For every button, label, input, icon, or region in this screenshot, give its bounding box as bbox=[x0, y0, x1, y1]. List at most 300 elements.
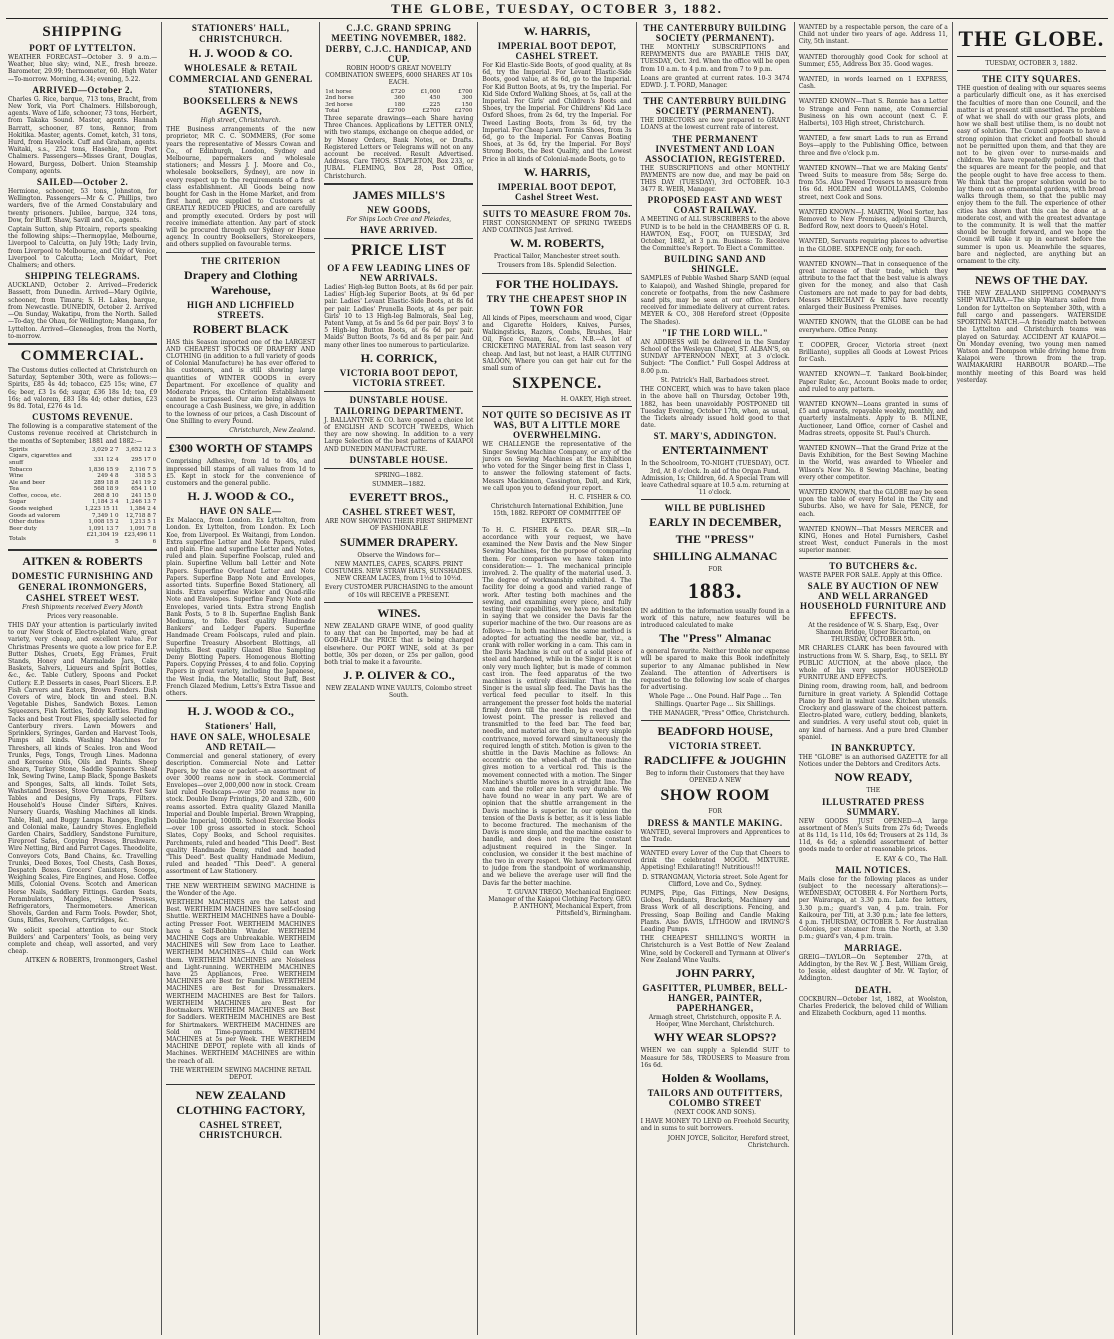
everett-addr: CASHEL STREET WEST, bbox=[342, 507, 456, 518]
sweep-cell: 225 bbox=[429, 101, 441, 108]
hjw2-list: Ex Malacca, from London. Ex Lyttelton, from London. Ex Lyttelton, from London. Ex Loch Koe, from Liverpool. Ex Waitangi, from London. Extra superfine Letter and Note Papers, ruled and plain. Fine and superfine Letter and Notes, ruled and plain. Superfine Foolscap, ruled and plain. Superfine Vellum ball Letter and Note Papers. Superfine Overland Letter and Note Papers. Superfine Bapp Note and Envelopes, assorted tints. Superfine Boxed Stationery, all kinds. Extra superfine Wicker and Quad-rille Note and Envelopes. Superfine Fancy Note and Envelopes, varied tints. Extra strong English Bank Posts, 5 to 8 lb. Superfine English Bank Mediums, to folio. Best quality Handmade Bankers' and Ledger Papers. Superfine Handmade Cream Foolscaps, ruled and plain. Superfine Treasury Absorbent Blottings, all weights. Best quality Glazed Blue Sampling Demy Blotting Papers. Homogenous Blotting Papers. Copying Presses, 4 to and folio. Copying Papers in great variety, including the Japanese, the West India, the Metallic, Stout Buff, Best French Glazed Medium, Letts's Extra Tissue and others. bbox=[166, 517, 316, 697]
sweep-cell: 360 bbox=[394, 95, 405, 102]
wanted-ad: T. COOPER, Grocer, Victoria street (next Brilliante), supplies all Goods at Lowest Prices for Cash. bbox=[799, 340, 948, 368]
customs-cell: Goods ad valorem bbox=[9, 512, 61, 519]
everett: EVERETT BROS., bbox=[349, 490, 449, 505]
butchers: TO BUTCHERS &c. bbox=[829, 560, 918, 571]
the-press: THE "PRESS" bbox=[675, 532, 755, 547]
everett-body: ARE NOW SHOWING THEIR FIRST SHIPMENT OF FASHIONABLE bbox=[325, 518, 473, 533]
nz-clothing: NEW ZEALAND CLOTHING FACTORY, bbox=[176, 1088, 306, 1118]
aitken-sub: GENERAL IRONMONGERS, bbox=[18, 581, 147, 592]
divider bbox=[482, 273, 631, 274]
permanent: THE PERMANENT INVESTMENT AND LOAN ASSOCIATION, REGISTERED. bbox=[645, 133, 786, 164]
sale-auction: SALE BY AUCTION OF NEW AND WELL ARRANGED HOUSEHOLD FURNITURE AND EFFECTS. bbox=[800, 580, 947, 621]
death: DEATH. bbox=[854, 984, 892, 995]
wertheim-foot: THE WERTHEIM SEWING MACHINE RETAIL DEPOT. bbox=[170, 1066, 312, 1081]
stay-ling: THE CHEAPEST SHILLING'S WORTH in Christchurch is a Vest Bottle of New Zealand Wine, sold by Cockerell and Tyrmann at Oliver's New Zealand Wine Vaults. bbox=[640, 935, 790, 964]
customs-cell: Wine bbox=[9, 473, 24, 480]
permanent-body: THE SUBSCRIPTIONS and other MONTHLY PAYMENTS are now due, and may be paid on THIS DAY (TUESDAY), 3rd OCTOBER. 10-3 3477 R. WEIR, Manager. bbox=[640, 164, 790, 194]
sixpence: SIXPENCE. bbox=[512, 375, 602, 393]
parry-sub: GASFITTER, PLUMBER, BELL-HANGER, PAINTER, PAPERHANGER, bbox=[642, 983, 788, 1014]
mail-notices: MAIL NOTICES. bbox=[835, 864, 912, 875]
why-wear: WHY WEAR SLOPS?? bbox=[653, 1030, 777, 1045]
wanted-lover: WANTED every Lover of the Cup that Cheers to drink the celebrated MOGOL MIXTURE. Appetising! Exhilarating!! Nutritious!!! bbox=[640, 849, 790, 872]
sailed-text: Hermione, schooner, 53 tons, Johnston, for Wellington. Passengers—Mr & C. Phillips, two warders, five of the Armed Constabulary and twenty prisoners. Jubilee, barque, 324 tons, Dow, for Bluff. Shaw, Savill and Co., agents. bbox=[8, 188, 158, 224]
now-ready: NOW READY, bbox=[834, 770, 912, 785]
customs-cell: 289 18 8 bbox=[93, 479, 119, 486]
divider bbox=[166, 1084, 315, 1085]
column-3 bbox=[320, 22, 478, 1335]
beadford: BEADFORD HOUSE, bbox=[657, 723, 773, 738]
customs-cell: 568 18 9 bbox=[93, 486, 119, 493]
illustrated: ILLUSTRATED PRESS SUMMARY. bbox=[821, 796, 925, 817]
wanted-ad: WANTED KNOWN—That we are Making Gents' Tweed Suits to measure from 58s; Serge do. from 55s. Also Tweed Trousers to measure from 16s 6d. HOLDEN and WOOLLAMS, Colombo street, next Cook and Sons. bbox=[799, 163, 948, 205]
divider bbox=[324, 391, 473, 392]
corrick: H. CORRICK, bbox=[360, 350, 438, 365]
news-head: NEWS OF THE DAY. bbox=[975, 273, 1088, 288]
holden-addr: (NEXT COOK AND SONS). bbox=[674, 1109, 757, 1117]
divider bbox=[957, 56, 1106, 57]
james-mills: JAMES MILLS'S bbox=[352, 187, 446, 202]
not-quite: NOT QUITE SO DECISIVE AS IT WAS, BUT A LITTLE MORE OVERWHELMING. bbox=[482, 410, 632, 441]
customs-cell: 249 4 8 bbox=[97, 473, 119, 480]
wanted-ad: WANTED KNOWN—T. Tankard Book-binder, Paper Ruler, &c., Account Books made to order, and ruled to any pattern. bbox=[799, 369, 948, 397]
nz-clothing-sub: CASHEL STREET, CHRISTCHURCH. bbox=[199, 1120, 283, 1141]
customs-cell: 1,091 13 7 bbox=[88, 525, 119, 532]
customs-cell: Spirits bbox=[9, 446, 28, 453]
aitken-note: We solicit special attention to our Stock Builders' and Carpenters' Tools, as being very complete and cheap, well assorted, and very cheap. bbox=[8, 926, 158, 956]
globe-date: TUESDAY, OCTOBER 3, 1882. bbox=[985, 60, 1078, 67]
customs-cell: Coffee, cocoa, etc. bbox=[9, 492, 62, 499]
customs-row bbox=[8, 532, 157, 545]
window-items: NEW MANTLES, CAPES, SCARFS. PRINT COSTUMES. NEW STRAW HATS, SUNSHADES. NEW CREAM LACES, from 1½d to 10½d. bbox=[325, 560, 473, 583]
sweep-row bbox=[324, 102, 473, 109]
customs-cell: Tea bbox=[9, 486, 19, 493]
hjw-booksellers: BOOKSELLERS & NEWS AGENTS, bbox=[183, 96, 299, 116]
marriage-body: GREIG—TAYLOR—On September 27th, at Addington, by the Rev. W. J. Best, William Greig, to Jessie, eldest daughter of Mr. W. Taylor, of Addington. bbox=[798, 953, 948, 983]
wines: WINES. bbox=[377, 605, 421, 620]
stamps-heading: £300 WORTH OF STAMPS bbox=[168, 441, 313, 456]
customs-cell: 1,384 2 4 bbox=[129, 506, 157, 513]
dunstable: DUNSTABLE HOUSE. bbox=[349, 394, 449, 405]
wanted-ad: WANTED by a respectable person, the care of a Child not under two years of age. Address 11, City, 5th instant. bbox=[799, 22, 948, 50]
harris2-sub: IMPERIAL BOOT DEPOT, Cashel Street West. bbox=[497, 181, 617, 202]
customs-row bbox=[8, 499, 157, 506]
arrived-text: Charles G. Rice, barque, 713 tons, Bracht, from New York, via Port Chalmers. Hillsborough, agents. Wave of Life, schooner, 73 tons, Herbert, from Takaka Sound. Master, agents. Hannah Barratt, schooner, 87 tons, Rennor, from Hokitika. Master, agents. Comet, ketch, 31 tons, Hurd, from Havelock. Cuff and Graham, agents. Waitaki, s.s., 252 tons, Hasehie, from Port Chalmers. Passengers—Misses Grant, Douglas, Howard, Burgess, Dolbert. Union Steamship Company, agents. bbox=[8, 95, 158, 175]
show-room: SHOW ROOM bbox=[660, 787, 770, 805]
beadford-sub: VICTORIA STREET. bbox=[668, 740, 762, 751]
victoria-depot: VICTORIA BOOT DEPOT, VICTORIA STREET. bbox=[339, 367, 458, 388]
hjw3-list: Commercial and general stationery, of every description. Commercial Note and Letter Papers, by the case or packet—an assortment of over 3000 reams now in stock. Commercial Envelopes—over 2,000,000 now in stock. Cream laid ruled Foolscaps—over 350 reams now in stock. Double Demy Printings, 20 and 32lb., 600 reams assorted. Extra quality Glazed Manilla Imperial and Double Imperial. Brown Wrapping, Double Imperial, 1000lb. School Exercise Books—over 100 gross assorted in stock. School Slates, Copy Books, and School requisites. Parchments, ruled and headed "This Deed". Best quality Handmade Demy, ruled and headed "This Deed". Best quality Handmade Medium, ruled and headed "This Deed". A general assortment of Law Stationery. bbox=[166, 753, 316, 876]
customs-cell: 1,223 15 11 bbox=[84, 506, 119, 513]
roberts: W. M. ROBERTS, bbox=[509, 236, 605, 251]
hjw3-sub: HAVE ON SALE, WHOLESALE AND RETAIL— bbox=[170, 732, 312, 753]
hjw-stationers: STATIONERS, bbox=[208, 85, 273, 95]
if-lord-body: AN ADDRESS will be delivered in the Sunday School of the Wesleyan Chapel, ST. ALBAN'S, on SUNDAY AFTERNOON NEXT, at 3 o'clock. Subject: "The Conflict." Full Gospel Address at 8.00 p.m. bbox=[640, 338, 790, 375]
few-leading: OF A FEW LEADING LINES OF NEW ARRIVALS. bbox=[327, 263, 471, 284]
wanted-ad: WANTED, a few smart Lads to run as Errand Boys—apply to the Publishing Office, between three and five o'clock p.m. bbox=[799, 133, 948, 161]
port-heading: PORT OF LYTTELTON. bbox=[29, 43, 136, 53]
customs-cell: £21,304 19 5 bbox=[86, 532, 119, 546]
customs-row bbox=[8, 506, 157, 513]
masthead bbox=[6, 0, 1108, 19]
price-items: Ladies' High-leg Button Boots, at 8s 6d per pair. Ladies' High-leg Superior Boots, at 9s 6d per pair. Ladies' Levant Elastic-Side Boots, at 8s 6d per pair. Ladies' Prunella Boots, at 4s per pair. Girls' 10 to 13 High-leg Balmorals, Seal Leg, Patent Vamp, at 5s and 5s 6d per pair. Boys' 3 to 5 High-leg Button Boots, at 6s 6d per pair. Maids' Button Boots, 7s 6d and 8s per pair. And many other lines too numerous to particularize. bbox=[324, 284, 474, 349]
customs-cell: 3,652 12 3 bbox=[125, 446, 157, 453]
fisher: H. C. FISHER & CO. bbox=[569, 493, 632, 501]
globe-official: THE "GLOBE" is an authorised GAZETTE for all Notices under the Debtors and Creditors Acts. bbox=[798, 754, 948, 769]
marriage: MARRIAGE. bbox=[844, 942, 903, 953]
sweep-row bbox=[324, 95, 473, 102]
suits: SUITS TO MEASURE FROM 70s. bbox=[483, 208, 631, 219]
roberts-body: FIRST CONSIGNMENT OF SPRING TWEEDS AND COATINGS Just Arrived. bbox=[482, 219, 632, 235]
customs-cell: Tobacco bbox=[9, 466, 33, 473]
for: FOR bbox=[708, 566, 722, 574]
city-squares: THE CITY SQUARES. bbox=[981, 74, 1081, 85]
customs-cell: 1,246 13 7 bbox=[125, 499, 157, 506]
customs-cell: Beer duty bbox=[9, 525, 37, 532]
divider bbox=[957, 70, 1106, 71]
entertainment: ENTERTAINMENT bbox=[662, 443, 769, 458]
show-room-for: FOR bbox=[708, 808, 722, 816]
wanted-ad: WANTED KNOWN—J. MARTIN, Wool Sorter, has Removed to New Premises, adjoining Church, Bedford Row, next doors to Queen's Hotel. bbox=[799, 207, 948, 235]
proposed-body: A MEETING of ALL SUBSCRIBERS to the above FUND is to be held in the CHAMBERS OF G. R. HAWTON, Esq., FOOT, on TUESDAY, 3rd October, 1882, at 3 p.m. Business: To Receive the Committee's Report. To Elect a Committee. bbox=[640, 216, 790, 253]
st-pauls: St. Patrick's Hall, Barbadoes street. bbox=[660, 376, 770, 384]
sweep-cell: 300 bbox=[461, 95, 473, 102]
customs-cell: 1,836 15 9 bbox=[88, 466, 119, 473]
customs-row bbox=[8, 467, 157, 474]
building-heading: THE CANTERBURY BUILDING SOCIETY (PERMANENT). bbox=[643, 23, 787, 43]
customs-cell: 3,029 2 7 bbox=[91, 446, 119, 453]
canterbury2: THE CANTERBURY BUILDING SOCIETY (PERMANENT). bbox=[643, 96, 787, 117]
hjw-wholesale: WHOLESALE & RETAIL bbox=[184, 63, 298, 73]
early: EARLY IN DECEMBER, bbox=[649, 515, 782, 530]
divider bbox=[324, 183, 473, 185]
divider bbox=[8, 549, 157, 551]
hjw-address: High street, Christchurch. bbox=[200, 117, 281, 124]
mail-body: Mails close for the following places as under (subject to the necessary alterations):— WEDNESDAY, OCTOBER 4. For Northern Ports, per Wairarapa, at 3.30 p.m. Late fee letters, 3.30 p.m.; guard's van, 4 p.m. train. For Kaikoura, per Titi, at 3.30 p.m.; late fee letters, 4 p.m. THURSDAY, OCTOBER 5. For Australian Colonies, per steamer from the North, at 3.30 p.m.; guard's van, 4 p.m. train. bbox=[798, 875, 948, 941]
almanac: SHILLING ALMANAC bbox=[652, 549, 778, 564]
parry-addr: Armagh street, Christchurch, opposite F. A. Hooper, Wine Merchant, Christchurch. bbox=[648, 1014, 782, 1029]
divider bbox=[957, 268, 1106, 270]
holidays: FOR THE HOLIDAYS. bbox=[495, 276, 619, 291]
column-5 bbox=[637, 22, 795, 1335]
holden-sub: TAILORS AND OUTFITTERS, COLOMBO STREET bbox=[647, 1088, 783, 1109]
sweep-cell: 1st horse bbox=[325, 88, 352, 95]
criterion-heading: THE CRITERION bbox=[200, 255, 281, 266]
masthead-title: THE GLOBE, TUESDAY, OCTOBER 3, 1882. bbox=[391, 1, 723, 16]
aitken-sub: DOMESTIC FURNISHING AND bbox=[11, 570, 154, 581]
wanted-improvers: WANTED, several Improvers and Apprentices to the Trade. bbox=[640, 828, 790, 843]
divider bbox=[166, 879, 315, 880]
customs-cell: Sugar bbox=[9, 499, 27, 506]
for-ships: For Ships Loch Cree and Pleiades, bbox=[346, 215, 452, 223]
criterion-corner: HIGH AND LICHFIELD STREETS. bbox=[186, 299, 295, 320]
building-sand: BUILDING SAND AND SHINGLE. bbox=[664, 254, 767, 275]
spring: SPRING—1882. bbox=[374, 471, 423, 479]
ent-body: In the Schoolroom, TO-NIGHT (TUESDAY), OCT. 3rd, At 8 o'clock. In aid of the Organ Fund. Admission, 1s; Children, 6d. A Special Tram will leave Cathedral square at 10.5 a.m. returning at 11 o'clock. bbox=[641, 460, 790, 497]
sweep-cell: 2nd horse bbox=[325, 95, 354, 102]
divider bbox=[166, 700, 315, 701]
customs-cell: £23,496 11 6 bbox=[124, 532, 157, 546]
wanted-ad: WANTED KNOWN—That S. Rennie has a Letter to Strange and Fenn name, ate Commercial Business on his own account (next C. F. Halberts), 103 High street, Christchurch. bbox=[799, 96, 948, 131]
arrived-heading: ARRIVED—October 2. bbox=[32, 84, 133, 95]
customs-cell: Cigars, cigarettes and snuff bbox=[9, 453, 72, 466]
hjw-body: THE Business arrangements of the new proprietor, MR C. C. SOMMERS, (For some years the representative of Messrs Cowan and Co., of Edinburgh, London, Sydney and Melbourne, papermakers and wholesale stationers; and Messrs J. J. Moore and Co., wholesale booksellers, Sydney), are now in every respect up to the requirements of a first-class establishment. All Goods being now bought for Cash in the Home Market, and from first hand, are supplied to Customers at GREATLY REDUCED PRICES, and are carefully and promptly executed. Orders by post will receive immediate attention. Any part of stock will be procured through our Sydney or Home agency. In country Booksellers, Storekeepers, and others supplied on favourable terms. bbox=[166, 126, 316, 249]
customs-cell: 12,718 8 7 bbox=[125, 512, 157, 519]
hjwood-heading: H. J. WOOD & CO. bbox=[188, 46, 293, 60]
robin-body: Three separate drawings—each Share having Three Chances. Applications by LETTER ONLY, with two stamps, exchange on cheque added, or by Money Orders, Bank Notes, or Drafts. Registered Letters or Telegrams will not on any account be received. Result Advertised. Address, Care THOS. STAPLETON, Box 233, or JUBAL FLEMING, Box 28, Post Office, Christchurch. bbox=[324, 114, 474, 180]
divider bbox=[482, 205, 631, 206]
wanted-ad: WANTED KNOWN—Loans granted in sums of £5 and upwards, repayable weekly, monthly, and quarterly instalments. Apply to B. MILNE, Auctioneer, Land Office, corner of Cashel and Madras streets, opposite St. Paul's Church. bbox=[799, 399, 948, 441]
holden: Holden & Woollams, bbox=[661, 1071, 769, 1086]
customs-cell: Other duties bbox=[9, 519, 45, 526]
column-7 bbox=[953, 22, 1110, 1335]
divider bbox=[324, 468, 473, 469]
harris-heading: W. HARRIS, bbox=[523, 24, 591, 38]
pumps: PUMPS, Pipe, Gas Fittings, New Designs, Globes, Pendants, Brackets, Machinery and Brass Work of all descriptions. Fencing, and Pressing, Soap Boiling and Candle Making Plants. Also DAVIS, LITHGOW and IRVING'S Leading Pumps. bbox=[640, 890, 790, 934]
customs-cell: 241 15 0 bbox=[131, 492, 157, 499]
press-almanac: The "Press" Almanac bbox=[659, 631, 772, 646]
customs-cell: 7,349 1 0 bbox=[91, 512, 119, 519]
customs-cell: Totals bbox=[9, 535, 26, 542]
sailed-heading: SAILED—October 2. bbox=[36, 177, 129, 188]
wanted-ad: WANTED, Servants requiring places to advertise in the GLOBE. SIXPENCE only, for each. bbox=[799, 236, 948, 256]
harris-sub: IMPERIAL BOOT DEPOT, CASHEL STREET. bbox=[497, 41, 617, 61]
commercial-text: The Customs duties collected at Christchurch on Saturday, September 30th, were as follows:—Spirits, £85 4s 4d; tobacco, £25 15s; wine, £7 6s; beer, £3 1s 6d; sugar, £36 18s 1d; tea, £9 16s; ad valorem, £83 18s 4d; other duties, £23 9s 8d. Total, £276 4s 1d. bbox=[8, 366, 158, 410]
sweep-cell: 3rd horse bbox=[325, 101, 353, 108]
customs-row bbox=[8, 480, 157, 487]
sweep-cell: £2700 bbox=[454, 108, 473, 115]
oliver: J. P. OLIVER & CO., bbox=[343, 668, 455, 683]
trousers: Trousers from 18s. Splendid Selection. bbox=[497, 262, 617, 270]
hjw2-heading: H. J. WOOD & CO., bbox=[187, 489, 294, 504]
customs-cell: 268 8 10 bbox=[93, 492, 119, 499]
column-4 bbox=[478, 22, 636, 1335]
drapery-heading: Drapery and Clothing Warehouse, bbox=[184, 267, 298, 297]
wanted-ad: WANTED KNOWN—That the Grand Prize at the Davis Exhibition, for the Best Sewing Machine in the World, was awarded to Wheeler and Wilson's New No. 8 Sewing Machine, beating every other competitor. bbox=[799, 443, 948, 485]
wanted-ad: WANTED KNOWN, that the GLOBE can be had everywhere. Office Penny. bbox=[799, 317, 948, 337]
customs-intro: The following is a comparative statement of the Customs revenue received at Christchurch in the months of September, 1881 and 1882:— bbox=[8, 423, 158, 445]
aitken-body: THIS DAY your attention is particularly invited to our New Stock of Electro-plated Ware, great variety, very cheap, and excellent value. For Christmas Presents we quote a low price for E.P. Butter Dishes, Cruets, Egg Frames, Fruit Stands, Honey and Marmalade Jars, Cake Baskets, Salvers, Liqueurs and Spirit Bottles, &c., &c. Table Cutlery, Spoons and Pocket Cutlery. E.P. Desserts in cases, Pearl Slicers. E.P. Fish Carvers and Eaters, Brown Fenders. Dish Covers of wire, block tin and steel. B.N. Vegetable Dishes, Sandwich Boxes. Lemon Squeezers, Fish Kettles, Teddy Kettles. Finding Tacks and best Trout Flies, specially selected for Canterbury rivers. Lawn Mowers and Sprinklers, Syringes, Garden and Harvest Tools, Pumps all kinds. Washing Machines for Threshers, all kinds of Scales. Iron and Wood Trunks, Pegs, Tongs, Trough Lines. Madonna and Kerosene Oils, Oils and Paints. Sheep Shears, Turkey Stone, Saddle Spanners. Sheaf Ink, Sewing Twine, Lamp Black, Sponge Baskets and Sponges, Salts, all kinds. Toilet Sets, Washstand Dresses, Stove Ornaments. Fret Saw Tables and Designs, Fly Traps, Filters. Household's House Cinder Sifters, Knives. Nursery Guards, Washing Machines all kinds. Table, Hall, and Buggy Lamps. Ranges, English and Colonial make, Laundry Stoves. Englefield Garden Chairs, Saddlery, Sandstone Furniture, Fireproof Safes, Copying Presses, Brushware. Wire Netting, Bird and Parrot Cages. Theodolite, Conveyors Cots, Band Chains, &c. Travelling Trunks, Deed Boxes, Tool Chests, Cash Boxes, Despatch Boxes. Grocers' Canisters, Scoops, Weighing Scales, Fire Engines, and Hose. Coffee Mills, Colonial Ovens. Scotch and American Horse Nails, Saddlery Fittings. Garden Seats, Perambulators, Mangles, Cheese Presses, Refrigerators, Thermometers. American Shovels, Garden and Farm Tools. Powder, Shot, Guns, Rifles, Revolvers, Cartridges, &c. bbox=[8, 622, 158, 925]
stamps-body: Comprising Adhesive, from 1d to 40s, and impressed bill stamps of all values from 1d to £5. Kept in stock for the convenience of customers and the general public. bbox=[166, 458, 316, 487]
sweep-cell: £720 bbox=[390, 88, 405, 95]
aitken-sign: AITKEN & ROBERTS, Ironmongers, Cashel Street West. bbox=[25, 957, 158, 972]
radcliffe-body: Beg to inform their Customers that they have OPENED A NEW bbox=[645, 769, 785, 785]
robert-black: ROBERT BLACK bbox=[192, 321, 289, 336]
oakey: H. OAKEY, High street. bbox=[560, 396, 632, 404]
divider bbox=[8, 343, 157, 345]
telegrams-text: AUCKLAND, October 2. Arrived—Frederick Bassett, from Dunedin. Arrived—Mary Ogilvie, schooner, from Timaru; S. H. Lakes, barque, from Newcastle. DUNEDIN, October 2. Arrived—On Sunday, Wakatipu, from the North. Sailed—To-day, the Ohau, for Wellington; Mangana, for Lyttelton. Arrived—Gleneagles, from the North, to-morrow. bbox=[8, 282, 158, 340]
building-loans: Loans are granted at current rates. 10-3 3474 EDWD. J. T. FORD, Manager. bbox=[640, 74, 790, 90]
dress-mantle: DRESS & MANTLE MAKING. bbox=[647, 817, 783, 828]
sweep-cell: £700 bbox=[458, 88, 473, 95]
customs-row bbox=[8, 493, 157, 500]
sweep-cell: 150 bbox=[461, 101, 473, 108]
divider bbox=[324, 238, 473, 239]
wertheim-heading: THE NEW WERTHEIM SEWING MACHINE is the Wonder of the Age. bbox=[166, 882, 316, 897]
summer: SUMMER—1882. bbox=[372, 481, 426, 489]
holidays-body: All kinds of Pipes, meerschaum and wood, Cigar and Cigarette Holders, Knives, Purses, Walkingsticks, Razors, Combs, Brushes, Hair Oil, Face Cream, &c., &c. N.B.—A lot of CRICKETING MATERIAL from last season very cheap. And last, but not least, a HAIR CUTTING SALOON, Where you can get hair cut for the small sum of bbox=[482, 314, 632, 373]
published: WILL BE PUBLISHED bbox=[664, 503, 766, 514]
divider bbox=[641, 499, 790, 500]
wanted-ad: WANTED KNOWN—That in consequence of the great increase of their trade, which they attribute to the fact that the best value is always given for the money, and also that Cash Customers are not made to pay for bad debts, Messrs MERCHANT & KING have recently enlarged their Business Premises. bbox=[799, 259, 948, 315]
customs-table bbox=[8, 447, 157, 546]
sign-names: T. GUVAN TREGO, Mechanical Engineer. Manager of the Kaiapoi Clothing Factory. GEO. P. ANTHONY, Mechanical Expert, from Pittsfield's, Birmingham. bbox=[488, 888, 632, 918]
in-bankruptcy: IN BANKRUPTCY. bbox=[831, 743, 916, 754]
aitken-sub: CASHEL STREET WEST. bbox=[25, 592, 140, 603]
have-arrived: HAVE ARRIVED. bbox=[360, 225, 438, 236]
wertheim-list: WERTHEIM MACHINES are the Latest and Best. WERTHEIM MACHINES have self-closing Shuttle. WERTHEIM MACHINES have a Double-acting Presser Foot. WERTHEIM MACHINES have a Self-Bobbin Winder. WERTHEIM MACHINE Cogs are Unbreakable. WERTHEIM MACHINES will Sew from Lace to Leather. WERTHEIM MACHINES—A Child can Work them. WERTHEIM MACHINES are Noiseless and Light-running. WERTHEIM MACHINES have 25 Appliances, Free. WERTHEIM MACHINES are Best for Families. WERTHEIM MACHINES are Best for Dressmakers. WERTHEIM MACHINES are Best for Tailors. WERTHEIM MACHINES are Best for Bootmakers. WERTHEIM MACHINES are Best for Saddlers. WERTHEIM MACHINES are Best for Shirtmakers. WERTHEIM MACHINES are Sold on Time-payments. WERTHEIM MACHINES at 5s per Week. THE WERTHEIM MACHINE DEPOT, replete with all kinds of Machines. WERTHEIM MACHINES are within the reach of all. bbox=[166, 899, 316, 1065]
mr-clark: MR CHARLES CLARK has been favoured with instructions from W. S. Sharp, Esq., to SELL BY PUBLIC AUCTION, at the above place, the whole of his very superior HOUSEHOLD FURNITURE AND EFFECTS. bbox=[798, 645, 948, 682]
sweep-row bbox=[324, 108, 473, 115]
sweep-cell: £1,000 bbox=[420, 88, 441, 95]
divider bbox=[324, 602, 473, 603]
wanted-ad: WANTED thoroughly good Cook for school at Summer, £55, Address Box 35. Good wages. bbox=[799, 52, 948, 72]
divider bbox=[166, 437, 315, 438]
st-pauls-body: THE CONCERT, which was to have taken place in the above hall on Thursday, October 19th, 1882, has been unavoidably POSTPONED till Tuesday Evening, October 17th, when, as usual, the Tickets already issued hold good to that date. bbox=[640, 386, 790, 430]
customs-row bbox=[8, 513, 157, 520]
customs-row bbox=[8, 473, 157, 480]
divider bbox=[641, 846, 790, 847]
sweep-cell: 450 bbox=[429, 95, 441, 102]
year: 1883. bbox=[687, 577, 743, 603]
customs-cell: Goods weighed bbox=[9, 506, 53, 513]
divider bbox=[166, 252, 315, 253]
summer-drapery: SUMMER DRAPERY. bbox=[339, 534, 458, 549]
harris-body: For Kid Elastic-Side Boots, of good quality, at 8s 6d, try the Imperial. For Levant Elastic-Side Boots, good value, at 8s 6d, go to the Imperial. For Kid Button Boots, at 9s, try the Imperial. For Kid Side Oxford Walking Shoes, at 5s, call at the Imperial. For Girls' and Children's Boots and Shoes, try the Imperial. For Childrens' Kid Lace Oxford Shoes, from 2s 6d, try the Imperial. For Tweed Lasting Boots, from 3s 6d, try the Imperial. For Cheap Lawn Tennis Shoes, from 3s 6d, go to the Imperial. For Canvas Boating Shoes, at 3s 6d, try the Imperial. For Boys' Strong Boots, the Best Quality, and the Lowest Price in all kinds of Colonial-made Boots, go to bbox=[482, 62, 632, 163]
fisher-body: To H. C. FISHER & Co. DEAR SIR,—In accordance with your request, we have examined the New Davis and the New Singer Sewing Machines, for the purpose of comparing them. For comparison we have taken into consideration:— 1. The mechanical principle involved. 2. The quality of the material used. 3. The degree of workmanship exhibited. 4. The facility for doing a good and varied range of work. After testing both machines and the sewing, and examining every piece, and fully testing their capabilities, we have no hesitation in saying that we consider the Davis far the superior machine of the two. Our reasons are as follows:— In both machines the same method is adopted for actuating the needle bar, viz., a crank with roller working in a cam. This cam in the Davis Machine is cut out of a solid piece of steel and hardened, while in the Singer it is not only very much lighter, but is made of common cast iron. The feed apparatus of the two machines is entirely dissimilar. That in the Singer is the usual slip feed. The Davis has the vertical feed peculiar to itself. In this arrangement the presser foot holds the material firmly down till the needle has reached the lowest point. The presser is relieved and transmitted to the feed bar. The feed bar, needle, and material are then, by a very simple contrivance, moved forward simultaneously the required length of stitch. Motion is given to the shuttle in the Davis Machine as follows: An eccentric on the wheel-shaft of the machine gives motion to a vertical rod. This is the movement connected with a motion. The Singer Machine's shuttle moves in a straight line. The cam and the roller are both very durable. We have found no wear in any part. We are of opinion that the shuttle arrangement in the Davis machine is superior. In our opinion the tension of the Davis is better, as it is less liable to become fractured. The mechanism of the Davis is more simple, and the machine easier to handle, and does not require the constant adjustment required in the Singer. In conclusion, we consider it the best machine of the two in every respect. We have endeavoured to judge from the standpoint of workmanship, and we believe the average user will find the Davis far the better machine. bbox=[482, 526, 632, 887]
column-6 bbox=[795, 22, 953, 1335]
now-ready-body: NEW GOODS JUST OPENED—A large assortment of Men's Suits from 27s 6d; Tweeds at 8s 11d, 1s 11d, 10s 6d; Trousers at 2s 11d, 3s 11d, 4s 6d; a splendid assortment of better goods made to order at reasonable prices. bbox=[798, 817, 948, 854]
harris2: W. HARRIS, bbox=[523, 164, 591, 179]
weather-forecast: WEATHER FORECAST—October 3. 9 a.m.—Weather, blue sky; wind, N.E., fresh breeze. Barometer, 29.99; thermometer, 60. High Water—To-morrow. Morning, 4.34; evening, 5.22. bbox=[8, 54, 158, 83]
sweep-row bbox=[324, 89, 473, 96]
customs-row bbox=[8, 453, 157, 466]
customs-cell: 1,091 7 8 bbox=[129, 525, 157, 532]
customs-row bbox=[8, 519, 157, 526]
new-goods: NEW GOODS, bbox=[367, 204, 431, 215]
radcliffe: RADCLIFFE & JOUGHIN bbox=[644, 752, 787, 767]
captain-report: Captain Sutton, ship Pitcairn, reports speaking the following ships:—Thermopylae, Melbourne, Liverpool to Calcutta, on July 19th; Lady Irvin, from Liverpool to Melbourne, and City of Venice, Liverpool to Calcutta; Loch Moidart, Port Chalmers; and others. bbox=[8, 226, 158, 270]
telegrams-heading: SHIPPING TELEGRAMS. bbox=[25, 271, 140, 282]
cheapest: TRY THE CHEAPEST SHOP IN TOWN FOR bbox=[486, 293, 628, 314]
wines-body: NEW ZEALAND GRAPE WINE, of good quality to any that can be Imported, may be had at GOB-HALF the PRICE that is being charged elsewhere. Our PORT WINE, sold at 3s per bottle, 30s per dozen, or 25s per gallon, good both trial to make it a favourite. bbox=[324, 622, 474, 666]
every-customer: Every CUSTOMER PURCHASING to the amount of 10s will RECEIVE a PRESENT. bbox=[324, 584, 473, 599]
customs-cell: 295 17 0 bbox=[131, 456, 157, 463]
globe-title: THE GLOBE. bbox=[958, 26, 1105, 51]
customs-cell: 318 5 3 bbox=[134, 473, 157, 480]
proposed: PROPOSED EAST AND WEST COAST RAILWAY. bbox=[647, 195, 783, 216]
st-marys: ST. MARY'S, ADDINGTON. bbox=[653, 431, 777, 442]
commercial-heading: COMMERCIAL. bbox=[20, 347, 145, 364]
divider bbox=[641, 92, 790, 93]
aitken-sub: Fresh Shipments received Every Month bbox=[22, 603, 144, 611]
stationers-heading: STATIONERS' HALL, bbox=[191, 23, 290, 33]
sale-items: Dining room, drawing room, hall, and bedroom furniture in great variety. A Splendid Cottage Piano by Bord in walnut case. Kitchen utensils. Crockery and glassware of the choicest pattern. Electro-plated ware, cutlery, bedding, blankets, and sundries. A very useful stout cob, quiet in any kind of harness. And a pure bred Clumber spaniel. bbox=[798, 683, 948, 741]
windows: Observe the Windows for— bbox=[357, 551, 441, 559]
if-lord: "IF THE LORD WILL." bbox=[661, 327, 769, 338]
joyce: JOHN JOYCE, Solicitor, Hereford street, Christchurch. bbox=[667, 1134, 790, 1149]
robin-heading: ROBIN HOOD'S GREAT NOVELTY COMBINATION SWEEPS, 6000 SHARES AT 10s EACH. bbox=[325, 65, 473, 87]
ad-rates: Whole Page ... One Pound. Half Page ... Ten Shillings. Quarter Page ... Six Shillings. bbox=[648, 693, 782, 708]
fisher-sub: Christchurch International Exhibition, June 15th, 1882. REPORT OF COMMITTEE OF EXPERTS. bbox=[490, 503, 624, 525]
not-quite-body: WE CHALLENGE the representative of the Singer Sewing Machine Company, or any of the jurors on Sewing Machines at the Exhibition who voted for the Singer being first in Class 1, to answer the following statement of facts. Messrs Mackinnon, Cassington, Dall, and Kirk, we call upon you to defend your report. bbox=[482, 441, 632, 492]
parry-co: E. KAY & CO., The Hall. bbox=[875, 855, 948, 863]
oliver-sub: NEW ZEALAND WINE VAULTS, Colombo street South. bbox=[325, 685, 472, 700]
customs-cell: Ale and beer bbox=[9, 479, 46, 486]
aitken-heading: AITKEN & ROBERTS bbox=[22, 553, 143, 568]
hjw3-stat: Stationers' Hall, bbox=[205, 721, 277, 732]
wanted-ad: WANTED KNOWN, that the GLOBE may be seen upon the table of every Hotel in the City and Suburbs. Also, we have for Sale, PENCE, for each. bbox=[799, 487, 948, 522]
have-on-sale: HAVE ON SALE— bbox=[199, 506, 282, 517]
column-1 bbox=[4, 22, 162, 1335]
sweep-cell: Total bbox=[325, 108, 340, 115]
john-parry: JOHN PARRY, bbox=[675, 966, 755, 981]
news-body: THE NEW ZEALAND SHIPPING COMPANY'S SHIP WAITARA.—The ship Waitara sailed from London for Lyttelton on September 30th, with a full cargo and passengers. WATERSIDE SPORTING MATCH.—A friendly match between the Lyttelton and Christchurch teams was played on Saturday. ACCIDENT AT KAIAPOI.—On Monday evening, two young men named Watson and Thompson while driving home from Kaiapoi were thrown from the trap. WAIMAKARIRI HARBOUR BOARD.—The monthly meeting of this Board was held yesterday. bbox=[956, 290, 1106, 384]
robert-sign: Christchurch, New Zealand. bbox=[229, 427, 316, 435]
price-list: PRICE LIST bbox=[351, 242, 447, 260]
ballantyne: J. BALLANTYNE & CO. have opened a choice lot of ENGLISH AND SCOTCH TWEEDS, Which they are now showing. In addition to a very Large Selection of the best patterns of KAIAPOI AND DUNEDIN MANUFACTURE. bbox=[324, 416, 474, 453]
why-wear-body: WHEN we can supply a Splendid SUIT to Measure for 58s, TROUSERS to Measure from 16s 6d. bbox=[640, 1047, 790, 1069]
manager: THE MANAGER, "Press" Office, Christchurch. bbox=[648, 709, 790, 717]
waste-paper: WASTE PAPER FOR SALE. Apply at this Office. bbox=[798, 571, 943, 579]
almanac-body: IN addition to the information usually found in a work of this nature, new features will be introduced calculated to make bbox=[640, 607, 790, 629]
customs-row bbox=[8, 486, 157, 493]
customs-cell: 1,184 3 4 bbox=[91, 499, 119, 506]
sweeps-sub: DERBY, C.J.C. HANDICAP, AND CUP. bbox=[325, 44, 473, 64]
sweeps-table bbox=[324, 89, 473, 115]
customs-row bbox=[8, 447, 157, 454]
customs-cell: 1,008 15 2 bbox=[88, 519, 119, 526]
divider bbox=[641, 720, 790, 721]
customs-row bbox=[8, 526, 157, 533]
shipping-heading: SHIPPING bbox=[42, 24, 123, 40]
squares-body: THE question of dealing with our squares seems a particularly difficult one, as it has exercised the faculties of more than one Council, and the matter is at present still unsettled. The problem of what we shall do with our grass plots, and how we shall best utilise them, is no doubt not easy of solution. The Council appears to have a strong opinion that cricket and football should not be permitted upon them, and that they are not to be given over to nurse-maids and children. We have repeatedly pointed out that the squares are meant for the people, and that the people ought to have free access to them. We think that the proper solution would be to lay them out as ornamental gardens, with broad walks through them, so that the public may enjoy them to the full. The experience of other cities has shown that this can be done at a moderate cost, and with the greatest advantage to the community. It is well that the matter should be brought forward, and we hope the Council will take it up in earnest before the summer is upon us. Meanwhile the squares, bare and neglected, are anything but an ornament to the city. bbox=[956, 85, 1106, 266]
column-2 bbox=[162, 22, 320, 1335]
sweeps-heading: C.J.C. GRAND SPRING MEETING NOVEMBER, 1882. bbox=[331, 23, 467, 43]
press-almanac-body: a general favourite. Neither trouble nor expense will be spared to make this Book indefinitely superior to any Almanac published in New Zealand. The attention of Advertisers is requested to the following low scale of charges for advertising. bbox=[640, 648, 790, 692]
sweep-cell: £2700 bbox=[387, 108, 405, 115]
hjw-comgen: COMMERCIAL AND GENERAL bbox=[168, 74, 313, 84]
sweep-cell: £2700 bbox=[422, 108, 441, 115]
hjw3-heading: H. J. WOOD & CO., bbox=[187, 704, 294, 719]
customs-cell: 1,213 5 1 bbox=[129, 519, 157, 526]
chch: CHRISTCHURCH. bbox=[199, 34, 283, 44]
customs-cell: 654 1 10 bbox=[131, 486, 157, 493]
canterbury2-body: THE DIRECTORS are now prepared to GRANT LOANS at the lowest current rate of interest. bbox=[640, 117, 790, 132]
customs-cell: 241 19 2 bbox=[131, 479, 157, 486]
aitken-sub: Prices very reasonable. bbox=[46, 612, 119, 620]
customs-cell: 331 12 4 bbox=[93, 456, 119, 463]
wanted-ad: WANTED KNOWN—That Messrs MERCER and KING, Hones and Hotel Furnishers, Cashel street West, conduct Funerals in the most superior manner. bbox=[799, 524, 948, 559]
divider bbox=[482, 406, 631, 407]
the: THE bbox=[866, 787, 881, 795]
tailoring: TAILORING DEPARTMENT. bbox=[334, 405, 464, 416]
wanted-ad: WANTED, in words learned on 1 EXPRESS, Cash. bbox=[799, 74, 948, 94]
sale-body: At the residence of W. S. Sharp, Esq., Over Shannon Bridge, Upper Riccarton, on THURSDAY, OCTOBER 5th. bbox=[808, 621, 939, 644]
customs-cell: 2,116 7 5 bbox=[129, 466, 157, 473]
robert-body: HAS this Season imported one of the LARGEST AND CHEAPEST STOCKS OF DRAPERY AND CLOTHING (in addition to a full variety of goods of Colonial Manufacture) he has ever offered to his customers, and is still showing large quantities of WINTER GOODS in every Department. For excellence of quality and Moderate Prices, the Criterion Establishment cannot be surpassed. Our aim being always to encourage a Cash Business, we give, in addition to the lowness of our prices, a Cash Discount of One Shilling to every Pound. bbox=[166, 338, 316, 425]
strangman: D. STRANGMAN, Victoria street. Sole Agent for Clifford, Love and Co., Sydney. bbox=[642, 873, 789, 888]
customs-heading: CUSTOMS REVENUE. bbox=[32, 412, 133, 423]
building-body: THE MONTHLY SUBSCRIPTIONS and REPAYMENTS due are PAYABLE THIS DAY, TUESDAY, Oct. 3rd. When the office will be open from 10 a.m. to 4 p.m. and from 7 to 9 p.m. bbox=[640, 44, 790, 73]
sweep-cell: 180 bbox=[394, 101, 405, 108]
roberts-sub: Practical Tailor, Manchester street south. bbox=[493, 253, 621, 261]
building-sand-body: SAMPLES of Pebble Washed Sharp SAND (equal to Kaiapoi), and Washed Shingle, prepared for concrete or footpaths, from the new Cashmere sand pits, may be seen at our office. Orders received for immediate delivery at current rates. MEYER & CO., 308 Hereford street (Opposite The Shades). bbox=[640, 275, 790, 326]
have-money: I HAVE MONEY TO LEND on Freehold Security, and in sums to suit borrowers. bbox=[640, 1118, 790, 1133]
dunstable2: DUNSTABLE HOUSE. bbox=[349, 454, 449, 465]
death-body: COCKBURN—October 1st, 1882, at Woolston, Charles Frederick, the beloved child of William and Elizabeth Cockburn, aged 11 months. bbox=[798, 995, 948, 1017]
